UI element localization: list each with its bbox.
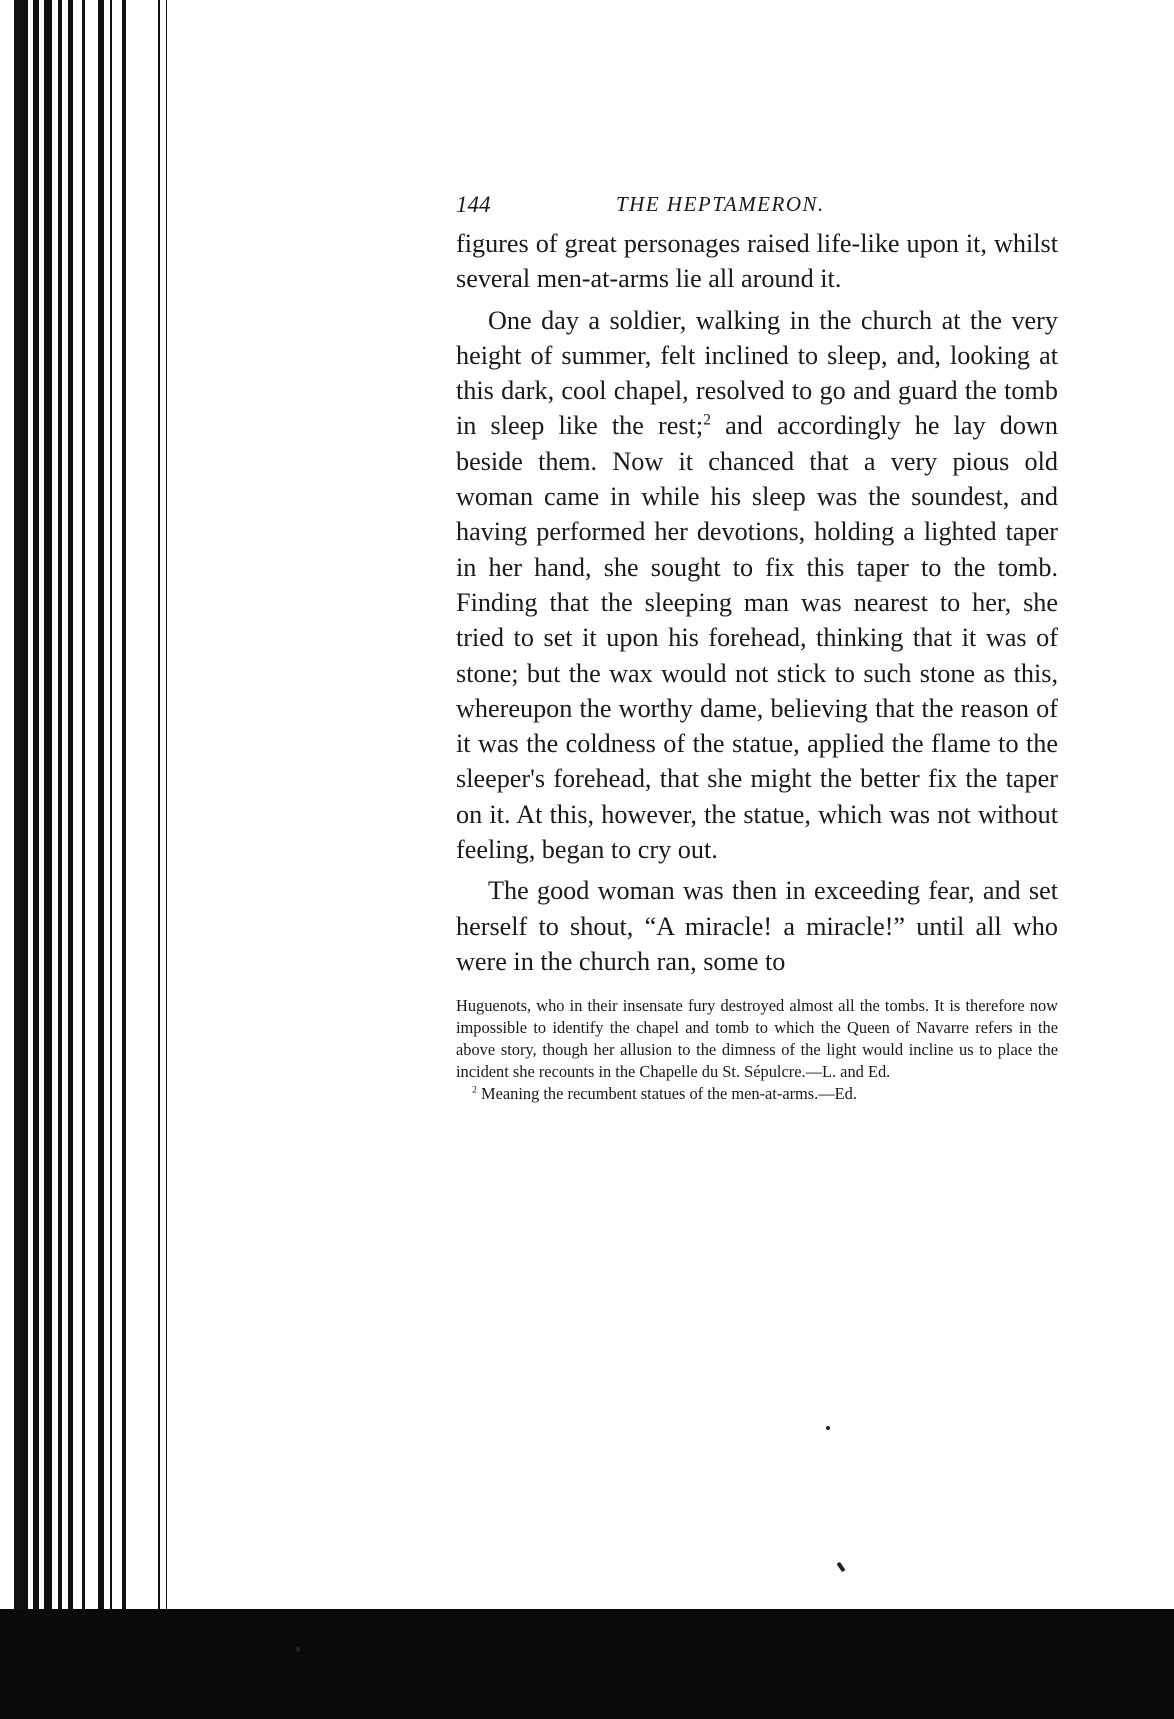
- paragraph-2-rest: and accordingly he lay down beside them. Now it chanced that a very pious old woman came in while his sleep was the soundest, and having performed her devotions, holding a lighted taper in her hand, she sought to fix this taper to the tomb. Finding that the sleeping man was nearest to her, she tried to set it upon his forehead, thinking that it was of stone; but the wax would not stick to such stone as this, whereupon the worthy dame, believing that the reason of it was the coldness of the statue, applied the flame to the sleeper's forehead, that she might the better fix the taper on it. At this, however, the statue, which was not without feeling, began to cry out.: [456, 411, 1058, 865]
- scan-speck: [826, 1426, 830, 1430]
- footnote-ref-2: 2: [703, 411, 711, 429]
- paragraph-3: The good woman was then in exceeding fear, and set herself to shout, “A miracle! a miracle!” until all who were in the church ran, some to: [456, 876, 1058, 976]
- book-page: [456, 186, 1058, 1105]
- scan-speck: [296, 1646, 300, 1652]
- page-number: 144: [456, 192, 491, 217]
- scan-bottom-edge: [0, 1609, 1174, 1719]
- paragraph-2-start: One day a soldier, walking in the church at the very height of summer, felt inclined to sleep, and, looking at this dark, cool chapel, resolved to go and guard the tomb in sleep like the rest;: [456, 305, 1058, 441]
- footnote-2: [456, 1083, 1058, 1105]
- running-title: THE HEPTAMERON.: [616, 192, 825, 216]
- book-spine-shadow: [0, 0, 200, 1719]
- running-head: [456, 186, 1058, 226]
- footnote-2-text: Meaning the recumbent statues of the men-at-arms.—Ed.: [476, 1084, 857, 1104]
- footnote-continued: Huguenots, who in their insensate fury destroyed almost all the tombs. It is therefore now impossible to identify the chapel and tomb to which the Queen of Navarre refers in the above story, though her allusion to the dimness of the light would incline us to place the incident she recounts in the Chapelle du St. Sépulcre.—L. and Ed.: [456, 996, 1058, 1082]
- footnote-2-marker: 2: [472, 1084, 477, 1096]
- footnotes: [456, 995, 1058, 1105]
- paragraph-1: figures of great personages raised life-like upon it, whilst several men-at-arms lie all around it.: [456, 229, 1058, 294]
- body-text: [456, 226, 1058, 979]
- paragraph-2: [456, 303, 1058, 868]
- scan-speck: [836, 1562, 845, 1572]
